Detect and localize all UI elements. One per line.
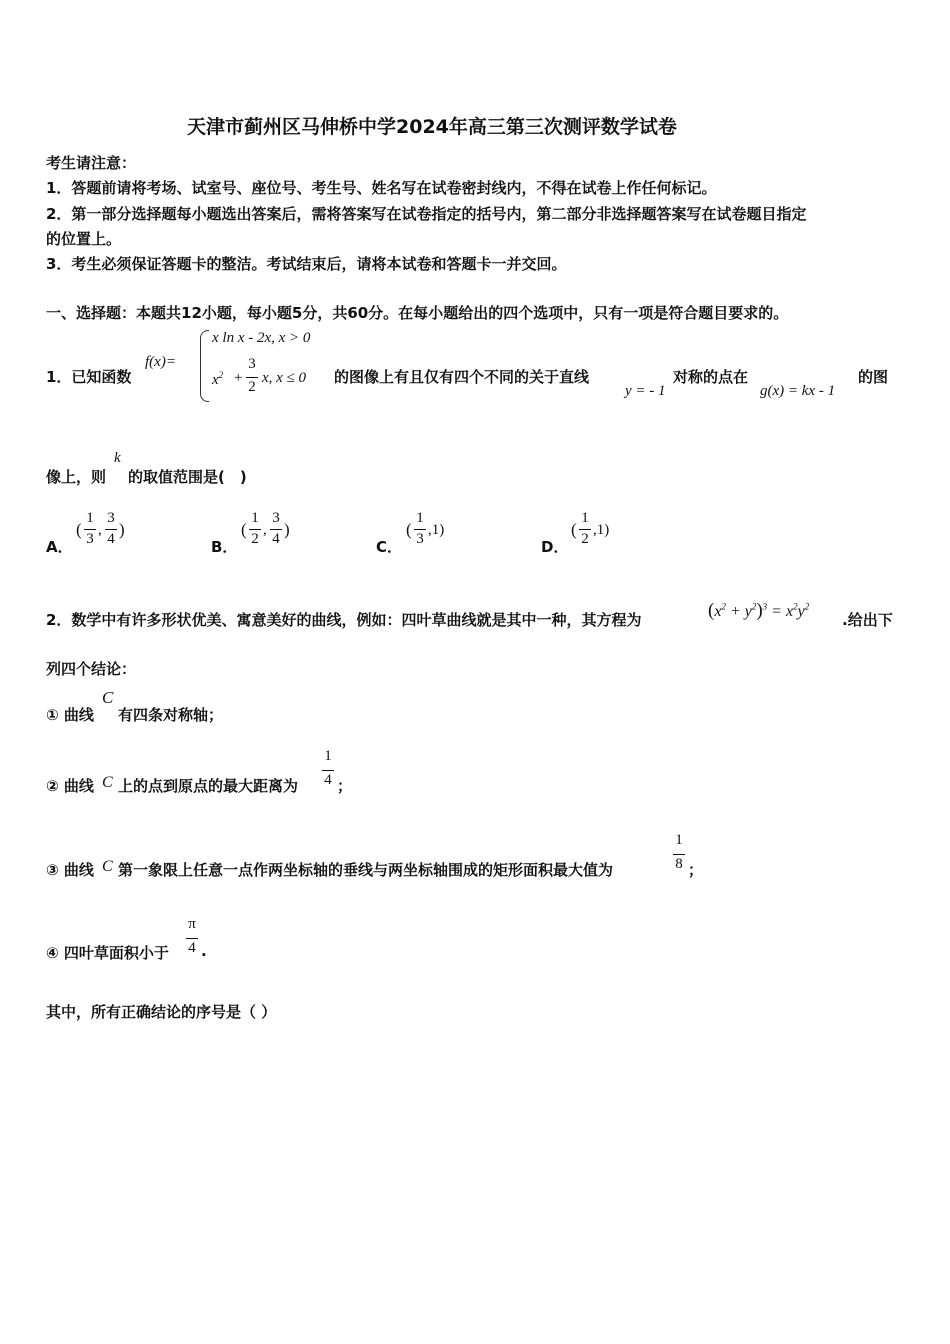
option-open-paren: ( <box>571 520 577 539</box>
q2-conclusion-3-a: ③ 曲线 <box>46 861 94 879</box>
option-fraction-2 <box>270 508 282 554</box>
denominator: 4 <box>107 531 115 547</box>
q1-option-d[interactable] <box>541 508 691 558</box>
q1-text-mid1: 的图像上有且仅有四个不同的关于直线 <box>334 368 590 386</box>
q1-text-mid2: 对称的点在 <box>673 368 749 386</box>
denominator: 2 <box>581 531 589 547</box>
q1-k: k <box>114 450 121 466</box>
q2-conclusion-4-a: ④ 四叶草面积小于 <box>46 944 169 962</box>
q2-conclusion-4-end: . <box>201 942 207 960</box>
q2-c3-numerator: 1 <box>675 832 683 848</box>
notice-item-2-cont: 的位置上。 <box>46 230 122 248</box>
q1-line2-b: 的取值范围是( ) <box>128 468 247 486</box>
q1-text-mid3: 的图 <box>858 368 889 386</box>
denominator: 2 <box>251 531 259 547</box>
option-open-paren: ( <box>241 520 247 539</box>
option-fraction-2 <box>105 508 117 554</box>
q2-conclusion-1-a: ① 曲线 <box>46 706 94 724</box>
option-fraction-1 <box>414 508 426 554</box>
q2-c2-numerator: 1 <box>324 748 332 764</box>
q1-prefix: 1．已知函数 <box>46 368 132 386</box>
q2-equation: $(x^2 + y^2)^3 = x^2y^2$ <box>708 600 810 621</box>
q2-conclusion-1-C: C <box>102 688 114 707</box>
option-separator: ,1) <box>428 522 445 538</box>
q1-option-a[interactable] <box>46 508 196 558</box>
q1-line-equation: y = - 1 <box>625 383 666 399</box>
q2-conclusion-4-fraction <box>186 916 198 960</box>
q2-conclusion-1-b: 有四条对称轴； <box>118 706 224 724</box>
q2-question: 其中，所有正确结论的序号是（ ） <box>46 1003 277 1021</box>
q1-case2-rest: x, x ≤ 0 <box>262 370 307 386</box>
option-separator: , <box>263 522 267 538</box>
q2-conclusion-2-C: C <box>102 774 113 791</box>
numerator: 1 <box>416 510 424 526</box>
q1-case2-x: $x^2$ <box>212 370 224 388</box>
notice-item-3: 3．考生必须保证答题卡的整洁。考试结束后，请将本试卷和答题卡一并交回。 <box>46 255 567 273</box>
notice-item-2: 2．第一部分选择题每小题选出答案后，需将答案写在试卷指定的括号内，第二部分非选择题答案写在试卷题目指定 <box>46 205 807 223</box>
q2-line2: 列四个结论： <box>46 660 137 678</box>
q1-case2-denominator: 2 <box>248 379 256 395</box>
denominator: 3 <box>416 531 424 547</box>
option-open-paren: ( <box>406 520 412 539</box>
option-fraction-1 <box>249 508 261 554</box>
q2-conclusion-2-a: ② 曲线 <box>46 777 94 795</box>
q1-line2-a: 像上，则 <box>46 468 107 486</box>
q2-conclusion-2-end: ； <box>337 777 353 795</box>
q1-brace <box>200 330 209 402</box>
option-open-paren: ( <box>76 520 82 539</box>
option-close-paren: ) <box>119 520 125 539</box>
q2-conclusion-3-C: C <box>102 858 113 875</box>
numerator: 1 <box>581 510 589 526</box>
numerator: 3 <box>107 510 115 526</box>
q1-case1: x ln x - 2x, x > 0 <box>212 330 311 346</box>
q2-line1: 2．数学中有许多形状优美、寓意美好的曲线，例如：四叶草曲线就是其中一种，其方程为 <box>46 611 642 629</box>
numerator: 1 <box>86 510 94 526</box>
q2-c4-denominator: 4 <box>188 940 196 956</box>
q1-case2-numerator: 3 <box>248 356 256 372</box>
denominator: 3 <box>86 531 94 547</box>
q2-conclusion-3-b: 第一象限上任意一点作两坐标轴的垂线与两坐标轴围成的矩形面积最大值为 <box>118 861 614 879</box>
q2-c3-denominator: 8 <box>675 856 683 872</box>
denominator: 4 <box>272 531 280 547</box>
q2-tail: .给出下 <box>842 611 893 629</box>
option-separator: ,1) <box>593 522 610 538</box>
q1-fx: f(x)= <box>145 354 176 370</box>
section-heading: 一、选择题：本题共12小题，每小题5分，共60分。在每小题给出的四个选项中，只有一项是符合题目要求的。 <box>46 304 789 322</box>
q1-g-function: g(x) = kx - 1 <box>760 383 836 399</box>
q1-case2-fraction <box>246 356 258 400</box>
option-fraction-1 <box>579 508 591 554</box>
numerator: 3 <box>272 510 280 526</box>
q2-conclusion-3-end: ； <box>688 861 704 879</box>
option-fraction-1 <box>84 508 96 554</box>
page-title: 天津市蓟州区马伸桥中学2024年高三第三次测评数学试卷 <box>187 116 677 138</box>
q2-conclusion-2-b: 上的点到原点的最大距离为 <box>118 777 299 795</box>
notice-heading: 考生请注意： <box>46 154 137 172</box>
option-separator: , <box>98 522 102 538</box>
option-label: C． <box>376 538 403 556</box>
q1-option-c[interactable] <box>376 508 526 558</box>
notice-item-1: 1．答题前请将考场、试室号、座位号、考生号、姓名写在试卷密封线内，不得在试卷上作任何标记。 <box>46 179 717 197</box>
q2-c2-denominator: 4 <box>324 772 332 788</box>
q2-conclusion-3-fraction <box>673 832 685 876</box>
q2-c4-numerator: π <box>188 916 196 932</box>
q2-conclusion-2-fraction <box>322 748 334 792</box>
option-label: D． <box>541 538 569 556</box>
q1-case2-plus: + <box>234 370 243 386</box>
option-close-paren: ) <box>284 520 290 539</box>
option-label: A． <box>46 538 73 556</box>
option-label: B． <box>211 538 238 556</box>
numerator: 1 <box>251 510 259 526</box>
q1-option-b[interactable] <box>211 508 361 558</box>
